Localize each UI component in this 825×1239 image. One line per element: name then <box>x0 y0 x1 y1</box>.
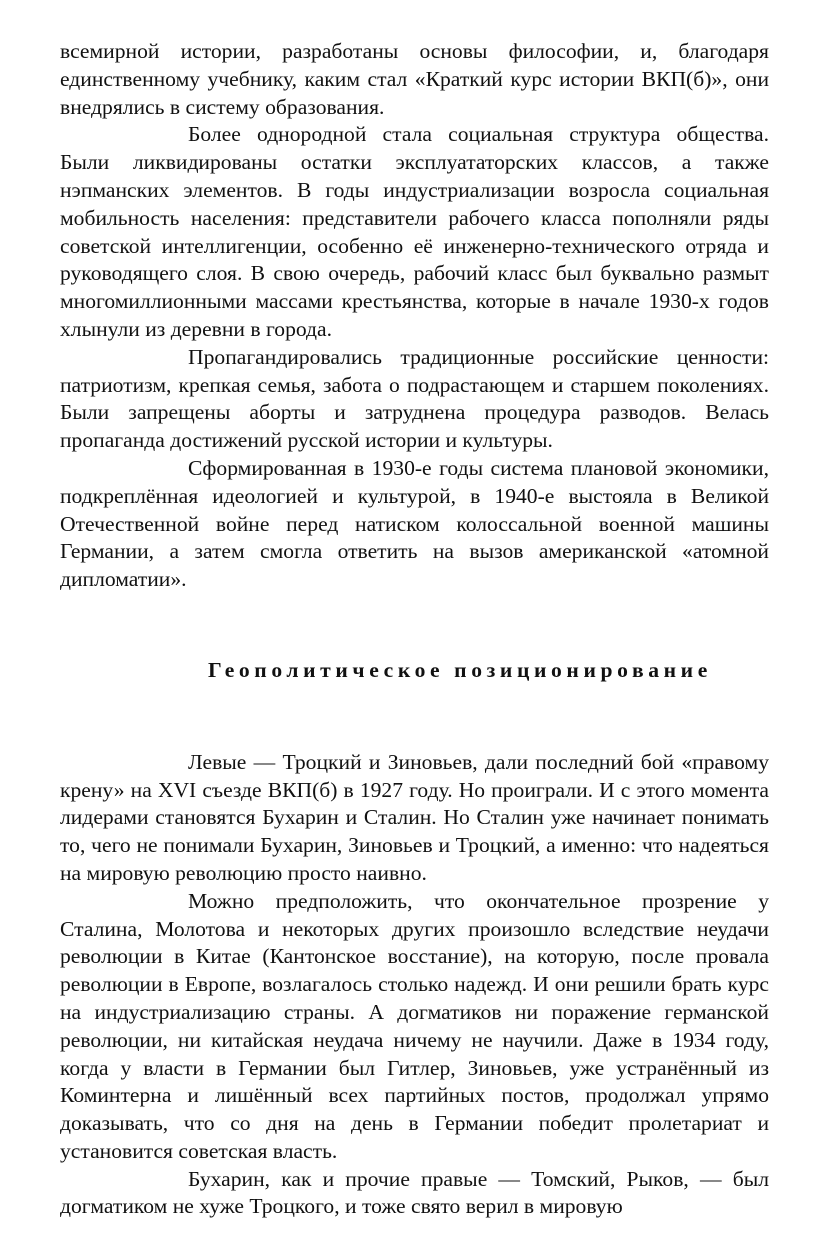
paragraph-china-revolution: Можно предположить, что окончательное прозрение у Сталина, Молотова и некоторых других произошло вследствие неудачи революции в Китае (Кантонское восстание), на которую, после провала революции в Европе, возлагалось столько надежд. И они решили брать курс на индустриализацию страны. А догматиков ни поражение германской революции, ни китайская неудача ничему не научили. Даже в 1934 году, когда у власти в Германии был Гитлер, Зиновьев, уже устранённый из Коминтерна и лишённый всех партийных постов, продолжал упрямо доказывать, что со дня на день в Германии победит пролетариат и установится советская власть. <box>60 888 769 1163</box>
paragraph-social-structure: Более однородной стала социальная структура общества. Были ликвидированы остатки эксплуататорских классов, а также нэпманских элементов. В годы индустриализации возросла социальная мобильность населения: представители рабочего класса пополняли ряды советской интеллигенции, особенно её инженерно-технического отряда и руководящего слоя. В свою очередь, рабочий класс был буквально размыт многомиллионными массами крестьянства, которые в начале 1930-х годов хлынули из деревни в города. <box>60 122 769 341</box>
paragraph-bukharin: Бухарин, как и прочие правые — Томский, Рыков, — был догматиком не хуже Троцкого, и тоже свято верил в мировую <box>60 1166 769 1219</box>
document-page <box>60 38 769 1221</box>
section-heading: Геополитическое позиционирование <box>208 657 712 682</box>
paragraph-left-opposition: Левые — Троцкий и Зиновьев, дали последний бой «правому крену» на XVI съезде ВКП(б) в 1927 году. Но проиграли. И с этого момента лидерами становятся Бухарин и Сталин. Но Сталин уже начинает понимать то, чего не понимали Бухарин, Зиновьев и Троцкий, а именно: что надеяться на мировую революцию просто наивно. <box>60 749 769 885</box>
paragraph-planned-economy: Сформированная в 1930-е годы система плановой экономики, подкреплённая идеологией и культурой, в 1940-е выстояла в Великой Отечественной войне перед натиском колоссальной военной машины Германии, а затем смогла ответить на вызов американской «атомной дипломатии». <box>60 455 769 592</box>
paragraph-continuation: всемирной истории, разработаны основы философии, и, благодаря единственному учебнику, каким стал «Краткий курс истории ВКП(б)», они внедрялись в систему образования. <box>60 39 769 119</box>
paragraph-traditional-values: Пропагандировались традиционные российские ценности: патриотизм, крепкая семья, забота о подрастающем и старшем поколениях. Были запрещены аборты и затруднена процедура разводов. Велась пропаганда достижений русской истории и культуры. <box>60 344 769 453</box>
